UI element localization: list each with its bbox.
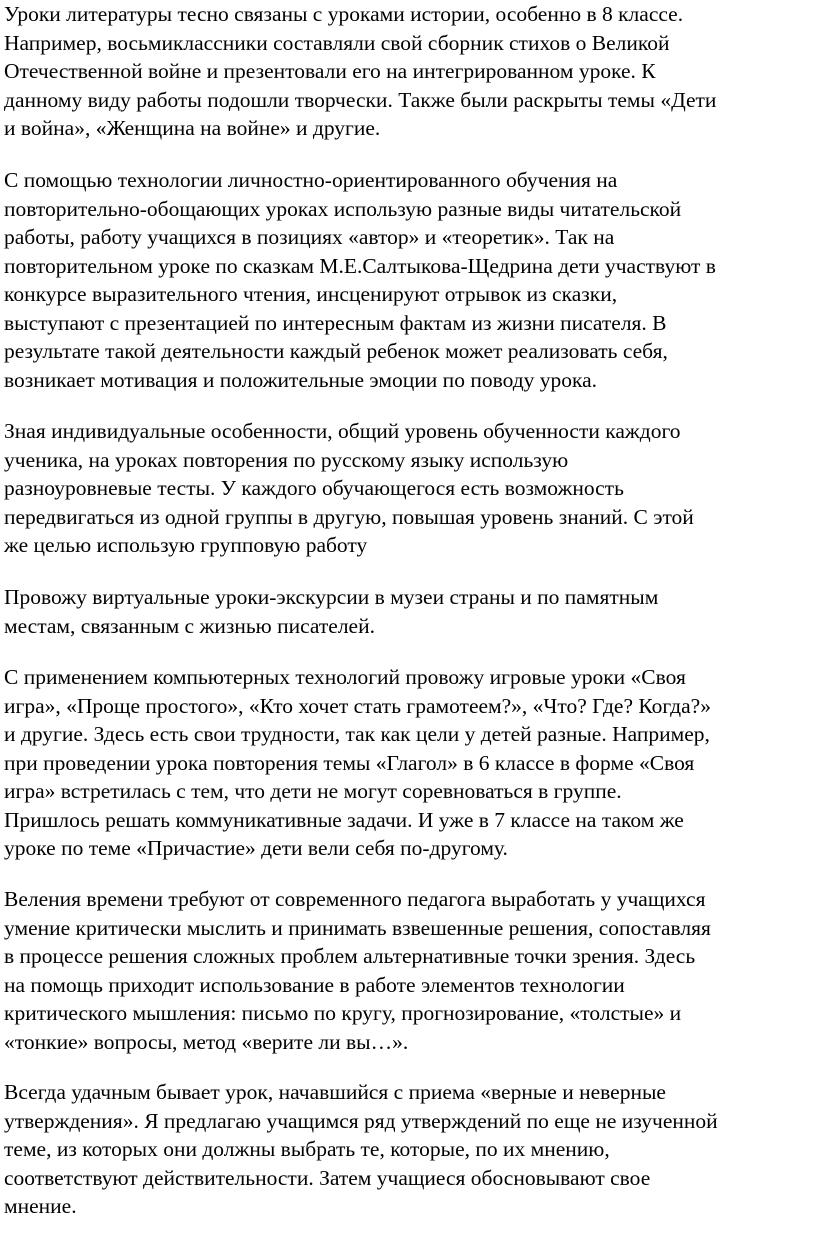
text-line: С помощью технологии личностно-ориентированного обучения на <box>4 168 618 192</box>
paragraph-computer-games <box>4 663 816 863</box>
text-line: Всегда удачным бывает урок, начавшийся с приема «верные и неверные <box>4 1080 666 1104</box>
text-line: критического мышления: письмо по кругу, прогнозирование, «толстые» и <box>4 1001 682 1025</box>
text-line: и другие. Здесь есть свои трудности, так как цели у детей разные. Например, <box>4 722 710 746</box>
text-line: повторительно-обощающих уроках использую разные виды читательской <box>4 196 682 221</box>
text-line: же целью использую групповую работу <box>4 533 368 557</box>
text-line: данному виду работы подошли творчески. Также были раскрыты темы «Дети <box>4 87 717 112</box>
text-line: Веления времени требуют от современного педагога выработать у учащихся <box>4 887 706 911</box>
text-line: в процессе решения сложных проблем альтернативные точки зрения. Здесь <box>4 944 696 968</box>
text-line: Пришлось решать коммуникативные задачи. И уже в 7 классе на таком же <box>4 807 684 832</box>
text-line: передвигаться из одной группы в другую, повышая уровень знаний. С этой <box>4 504 694 529</box>
text-line: выступают с презентацией по интересным фактам из жизни писателя. В <box>4 310 667 335</box>
text-line: при проведении урока повторения темы «Глагол» в 6 классе в форме «Своя <box>4 750 695 775</box>
text-line: С применением компьютерных технологий провожу игровые уроки «Своя <box>4 665 686 689</box>
text-line: умение критически мыслить и принимать взвешенные решения, сопоставляя <box>4 915 711 940</box>
text-line: игра», «Проще простого», «Кто хочет стать грамотеем?», «Что? Где? Когда?» <box>4 693 711 718</box>
text-line: уроке по теме «Причастие» дети вели себя по-другому. <box>4 836 508 860</box>
paragraph-virtual-excursions <box>4 583 816 640</box>
text-line: работы, работу учащихся в позициях «автор» и «теоретик». Так на <box>4 225 615 249</box>
text-line: Провожу виртуальные уроки-экскурсии в музеи страны и по памятным <box>4 585 659 609</box>
text-line: утверждения». Я предлагаю учащимся ряд утверждений по еще не изученной <box>4 1108 718 1133</box>
text-line: результате такой деятельности каждый ребенок может реализовать себя, <box>4 339 668 363</box>
text-line: «тонкие» вопросы, метод «верите ли вы…». <box>4 1029 409 1054</box>
text-line: игра» встретилась с тем, что дети не могут соревноваться в группе. <box>4 779 622 803</box>
text-line: повторительном уроке по сказкам М.Е.Салтыкова-Щедрина дети участвуют в <box>4 253 716 278</box>
paragraph-literature-history <box>4 0 816 143</box>
text-line: Отечественной войне и презентовали его на интегрированном уроке. К <box>4 59 656 83</box>
text-line: и война», «Женщина на войне» и другие. <box>4 116 381 140</box>
text-line: на помощь приходит использование в работе элементов технологии <box>4 972 625 997</box>
text-line: Уроки литературы тесно связаны с уроками истории, особенно в 8 классе. <box>4 2 684 26</box>
text-line: мнение. <box>4 1194 77 1218</box>
paragraph-multilevel-tests <box>4 417 816 560</box>
paragraph-personal-learning <box>4 166 816 394</box>
text-line: соответствуют действительности. Затем учащиеся обосновывают свое <box>4 1165 651 1190</box>
text-line: местам, связанным с жизнью писателей. <box>4 613 375 638</box>
text-line: теме, из которых они должны выбрать те, которые, по их мнению, <box>4 1137 610 1161</box>
text-line: ученика, на уроках повторения по русскому языку использую <box>4 447 569 472</box>
text-line: конкурсе выразительного чтения, инсценируют отрывок из сказки, <box>4 282 618 306</box>
text-line: возникает мотивация и положительные эмоции по поводу урока. <box>4 367 598 392</box>
text-line: разноуровневые тесты. У каждого обучающегося есть возможность <box>4 476 624 500</box>
paragraph-critical-thinking <box>4 885 816 1056</box>
paragraph-true-false-statements <box>4 1078 816 1221</box>
text-line: Например, восьмиклассники составляли свой сборник стихов о Великой <box>4 30 670 55</box>
text-line: Зная индивидуальные особенности, общий уровень обученности каждого <box>4 419 681 443</box>
